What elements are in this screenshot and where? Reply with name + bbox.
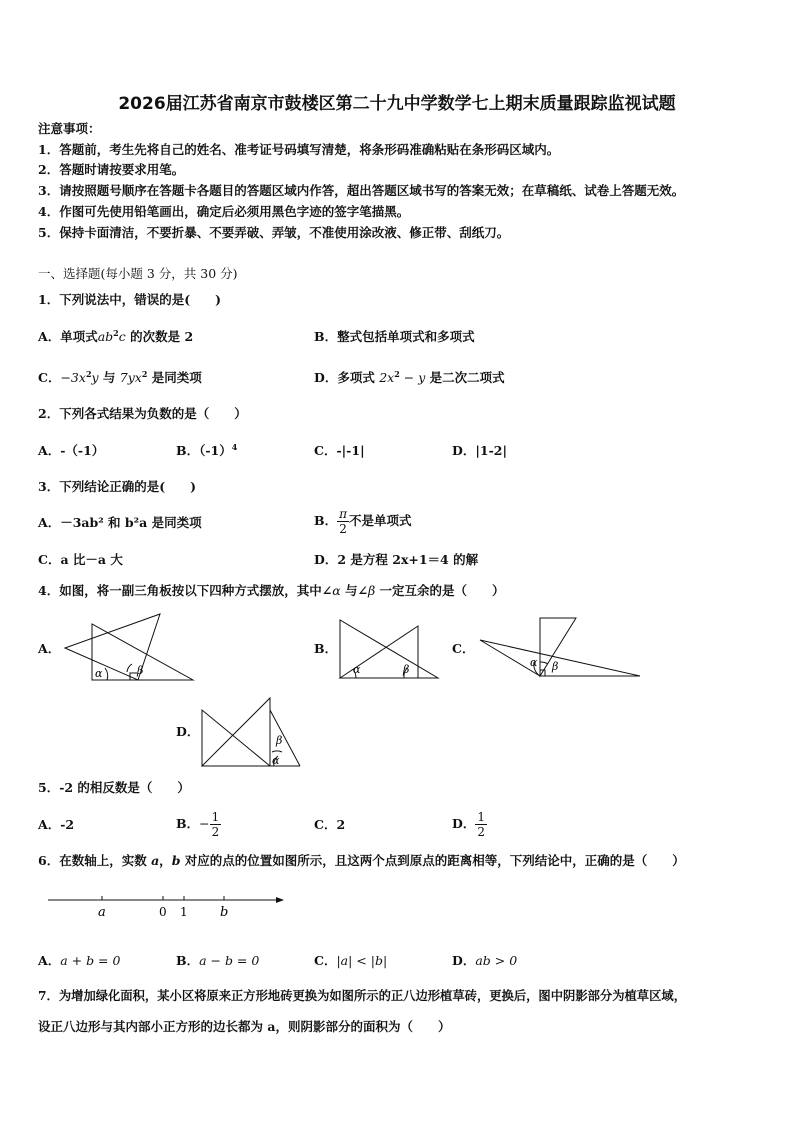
- section-heading: 一、选择题(每小题 3 分，共 30 分): [38, 266, 238, 281]
- q5-option-b: [176, 806, 221, 842]
- q5-d-den: 2: [477, 825, 485, 839]
- q4a-beta-label: β: [137, 664, 144, 677]
- q3-b-den: 2: [339, 522, 347, 536]
- q5-b-num: 1: [211, 810, 220, 824]
- q4-alpha: α: [332, 583, 341, 598]
- q4-option-c: C．: [452, 641, 475, 656]
- q6-d-math: ab > 0: [475, 953, 518, 968]
- q3-b-text: B．: [314, 513, 338, 528]
- q1-option-d: D．多项式 $2x^2 - y$ 是二次二项式: [314, 368, 505, 385]
- q1-c-mid: 与: [98, 370, 120, 385]
- q4d-beta-label: β: [276, 734, 283, 747]
- q5-option-a: A．-2: [38, 817, 75, 832]
- q6-a-text: A．: [38, 953, 61, 968]
- q4-stem: [38, 583, 505, 599]
- q6-stem-mid: ，: [159, 853, 172, 868]
- q2-option-b: [176, 443, 237, 459]
- q1-option-a: A．单项式$ab^2c$ 的次数是 2: [38, 327, 194, 344]
- q1-d-text: D．多项式: [314, 370, 380, 385]
- q6-b-math: a − b = 0: [199, 953, 260, 968]
- q7-line-2: 设正八边形与其内部小正方形的边长都为 a，则阴影部分的面积为（ ）: [38, 1019, 451, 1034]
- q6-b-var: b: [171, 853, 181, 868]
- q4b-alpha-label: α: [353, 663, 361, 676]
- q4c-alpha-label: α: [530, 656, 538, 669]
- q6-option-d: [452, 953, 517, 969]
- q4d-alpha-label: α: [272, 754, 280, 767]
- q3-option-d: D．2 是方程 2x+1＝4 的解: [314, 552, 479, 567]
- notice-item-4: 4．作图可先使用铅笔画出，确定后必须用黑色字迹的签字笔描黑。: [38, 204, 410, 219]
- q6-option-a: [38, 953, 120, 969]
- q1-c-math2: 7yx: [119, 370, 142, 385]
- q4-figure-b: [336, 616, 441, 682]
- q5-b-text: B．: [176, 816, 200, 831]
- axis-label-a: a: [98, 905, 106, 920]
- q4-beta: β: [367, 583, 376, 598]
- q6-option-c: [314, 953, 387, 969]
- notice-item-2: 2．答题时请按要求用笔。: [38, 162, 185, 177]
- q6-c-math: |a| < |b|: [336, 953, 388, 968]
- axis-label-0: 0: [159, 905, 167, 919]
- page-title: 2026届江苏省南京市鼓楼区第二十九中学数学七上期末质量跟踪监视试题: [118, 94, 676, 114]
- q6-stem: [38, 853, 685, 869]
- q6-option-b: [176, 953, 259, 969]
- notice-item-3: 3．请按照题号顺序在答题卡各题目的答题区域内作答，超出答题区域书写的答案无效；在草稿纸、试卷上答题无效。: [38, 183, 685, 198]
- q4a-alpha-label: α: [95, 667, 103, 680]
- q4-figure-a: [60, 610, 195, 682]
- q2-option-a: A．-（-1）: [38, 443, 105, 458]
- q1-d-math2: − y: [399, 370, 426, 385]
- q5-stem: 5．-2 的相反数是（ ）: [38, 780, 190, 795]
- q6-stem-post: 对应的点的位置如图所示，且这两个点到原点的距离相等，下列结论中，正确的是（ ）: [180, 853, 685, 868]
- q1-a-text: A．单项式: [38, 329, 98, 344]
- q6-d-text: D．: [452, 953, 476, 968]
- notice-heading: 注意事项：: [38, 121, 101, 136]
- q4b-beta-label: β: [403, 663, 410, 676]
- q7-line-1: 7．为增加绿化面积，某小区将原来正方形地砖更换为如图所示的正八边形植草砖，更换后，图中阴影部分为植草区域，: [38, 988, 686, 1003]
- axis-label-1: 1: [180, 905, 188, 919]
- q6-a-var: a: [151, 853, 160, 868]
- q5-d-num: 1: [477, 810, 485, 824]
- q4-stem-mid: 与∠: [340, 583, 368, 598]
- q4-option-d: D．: [176, 724, 200, 739]
- q1-stem: 1．下列说法中，错误的是( ): [38, 292, 222, 307]
- q5-b-den: 2: [211, 825, 220, 839]
- q4-option-b: B．: [314, 641, 338, 656]
- q4c-beta-label: β: [552, 660, 559, 673]
- q2-b-text: B．（-1）: [176, 443, 232, 458]
- q2-option-c: C．-|-1|: [314, 443, 365, 458]
- number-line: [44, 890, 288, 920]
- q6-c-text: C．: [314, 953, 337, 968]
- q3-option-b: [314, 506, 411, 536]
- q2-option-d: D．|1-2|: [452, 443, 508, 458]
- notice-item-1: 1．答题前，考生先将自己的姓名、准考证号码填写清楚，将条形码准确粘贴在条形码区域内。: [38, 142, 560, 157]
- q5-b-sign: −: [199, 816, 210, 831]
- q3-b-post: 不是单项式: [348, 513, 412, 528]
- q1-d-post: 是二次二项式: [425, 370, 505, 385]
- q3-stem: 3．下列结论正确的是( ): [38, 479, 197, 494]
- q1-d-math: 2x: [379, 370, 395, 385]
- q3-option-a: A．－3ab² 和 b²a 是同类项: [38, 515, 202, 530]
- q4-option-a: A．: [38, 641, 61, 656]
- q1-c-math1: −3x: [60, 370, 86, 385]
- q3-option-c: C．a 比－a 大: [38, 552, 123, 567]
- q1-c-math1b: y: [91, 370, 99, 385]
- q1-c-text: C．: [38, 370, 61, 385]
- q1-option-b: B．整式包括单项式和多项式: [314, 329, 475, 344]
- q6-stem-pre: 6．在数轴上，实数: [38, 853, 152, 868]
- q1-option-c: C．$-3x^2y$ 与 $7yx^2$ 是同类项: [38, 368, 202, 385]
- q6-b-text: B．: [176, 953, 200, 968]
- q1-a-math: ab: [97, 329, 114, 344]
- q5-option-d: [452, 806, 487, 842]
- q4-figure-c: [476, 614, 642, 680]
- q1-a-math2: c: [118, 329, 126, 344]
- q6-a-math: a + b = 0: [60, 953, 121, 968]
- q5-d-text: D．: [452, 816, 476, 831]
- q4-figure-d: [198, 694, 304, 768]
- q4-stem-post: 一定互余的是（ ）: [375, 583, 505, 598]
- q3-b-num: π: [339, 507, 347, 521]
- q4-stem-pre: 4．如图，将一副三角板按以下四种方式摆放，其中∠: [38, 583, 333, 598]
- number-line-arrow-icon: [276, 897, 284, 903]
- notice-item-5: 5．保持卡面清洁，不要折暴、不要弄破、弄皱，不准使用涂改液、修正带、刮纸刀。: [38, 225, 510, 240]
- q1-c-post: 是同类项: [147, 370, 202, 385]
- q1-a-post: 的次数是 2: [125, 329, 194, 344]
- q2-b-sup: 4: [231, 441, 238, 452]
- axis-label-b: b: [220, 905, 229, 920]
- q5-option-c: C．2: [314, 817, 346, 832]
- q2-stem: 2．下列各式结果为负数的是（ ）: [38, 406, 247, 421]
